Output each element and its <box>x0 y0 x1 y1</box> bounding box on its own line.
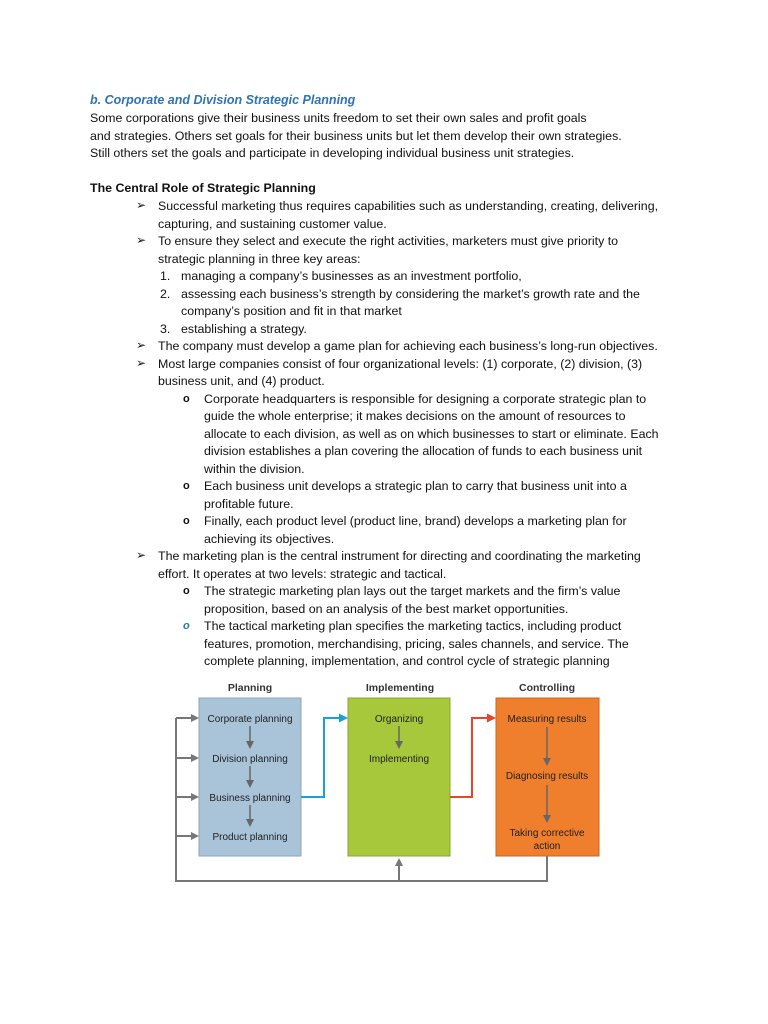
arrow-bullet-icon: ➢ <box>136 548 147 562</box>
division-planning-label: Division planning <box>212 754 288 765</box>
text-line: establishing a strategy. <box>181 321 307 336</box>
sub-bullet-icon: o <box>183 620 190 632</box>
text-line: guide the whole enterprise; it makes decisions on the amount of resources to <box>204 409 626 423</box>
planning-to-implementing-arrow <box>301 718 346 797</box>
text-line: Corporate headquarters is responsible for designing a corporate strategic plan to <box>204 391 647 406</box>
text-line: allocate to each division, as well as on which businesses to start or eliminate. Each <box>204 426 659 441</box>
text-line: assessing each business’s strength by considering the market’s growth rate and the <box>181 286 640 301</box>
corporate-planning-label: Corporate planning <box>207 714 293 725</box>
text-line: managing a company’s businesses as an investment portfolio, <box>181 269 522 283</box>
text-line: The company must develop a game plan for achieving each business’s long-run objectives. <box>158 339 658 353</box>
sub-bullet-icon: o <box>183 585 190 597</box>
diagnosing-results-label: Diagnosing results <box>505 771 589 782</box>
measuring-results-label: Measuring results <box>507 714 587 725</box>
sub-bullet-icon: o <box>183 392 190 405</box>
text-line: Finally, each product level (product line, brand) develops a marketing plan for <box>204 514 627 528</box>
arrow-bullet-icon: ➢ <box>136 198 147 212</box>
intro-line: Some corporations give their business units freedom to set their own sales and profit goals <box>90 111 587 125</box>
arrow-bullet-icon: ➢ <box>136 355 147 370</box>
text-line: within the division. <box>204 461 305 476</box>
arrow-bullet-icon: ➢ <box>136 338 147 352</box>
text-line: complete planning, implementation, and control cycle of strategic planning <box>204 654 610 668</box>
sub-bullet-icon: o <box>183 515 190 527</box>
text-line: business unit, and (4) product. <box>158 374 325 388</box>
text-line: The tactical marketing plan specifies the marketing tactics, including product <box>204 619 622 633</box>
text-line: features, promotion, merchandising, pricing, sales channels, and service. The <box>204 636 629 651</box>
implementing-header: Implementing <box>365 682 435 694</box>
intro-line: Still others set the goals and participate in developing individual business unit strategies. <box>90 146 575 160</box>
arrow-bullet-icon: ➢ <box>136 233 147 247</box>
text-line: strategic planning in three key areas: <box>158 251 361 266</box>
text-line: capturing, and sustaining customer value. <box>158 216 387 231</box>
text-line: effort. It operates at two levels: strategic and tactical. <box>158 566 447 581</box>
section-title: The Central Role of Strategic Planning <box>90 181 316 195</box>
section-heading: b. Corporate and Division Strategic Planning <box>90 93 356 107</box>
text-line: Most large companies consist of four organizational levels: (1) corporate, (2) division, (3) <box>158 356 643 371</box>
text-line: The strategic marketing plan lays out the target markets and the firm’s value <box>204 584 621 598</box>
list-number: 2. <box>160 286 171 301</box>
business-planning-label: Business planning <box>209 793 291 804</box>
text-line: company’s position and fit in that market <box>181 304 402 318</box>
intro-line: and strategies. Others set goals for their business units but let them develop their own strategies. <box>90 128 622 143</box>
list-number: 1. <box>160 269 171 283</box>
implementing-label: Implementing <box>368 754 430 765</box>
text-line: Successful marketing thus requires capabilities such as understanding, creating, delivering, <box>158 199 659 213</box>
product-planning-label: Product planning <box>212 832 288 843</box>
text-line: proposition, based on an analysis of the best market opportunities. <box>204 601 569 616</box>
implementing-to-controlling-arrow <box>450 718 494 797</box>
taking-corrective-label: Taking corrective <box>509 828 585 839</box>
text-line: profitable future. <box>204 496 294 511</box>
organizing-label: Organizing <box>374 714 424 725</box>
list-number: 3. <box>160 321 171 336</box>
text-line: division establishes a plan covering the allocation of funds to each business unit <box>204 444 643 458</box>
planning-header: Planning <box>227 682 273 694</box>
text-line: Each business unit develops a strategic plan to carry that business unit into a <box>204 479 627 493</box>
controlling-header: Controlling <box>519 682 575 694</box>
text-line: The marketing plan is the central instrument for directing and coordinating the marketing <box>158 549 641 563</box>
text-line: To ensure they select and execute the right activities, marketers must give priority to <box>158 234 619 248</box>
action-label: action <box>533 841 561 852</box>
sub-bullet-icon: o <box>183 480 190 492</box>
text-line: achieving its objectives. <box>204 531 335 546</box>
